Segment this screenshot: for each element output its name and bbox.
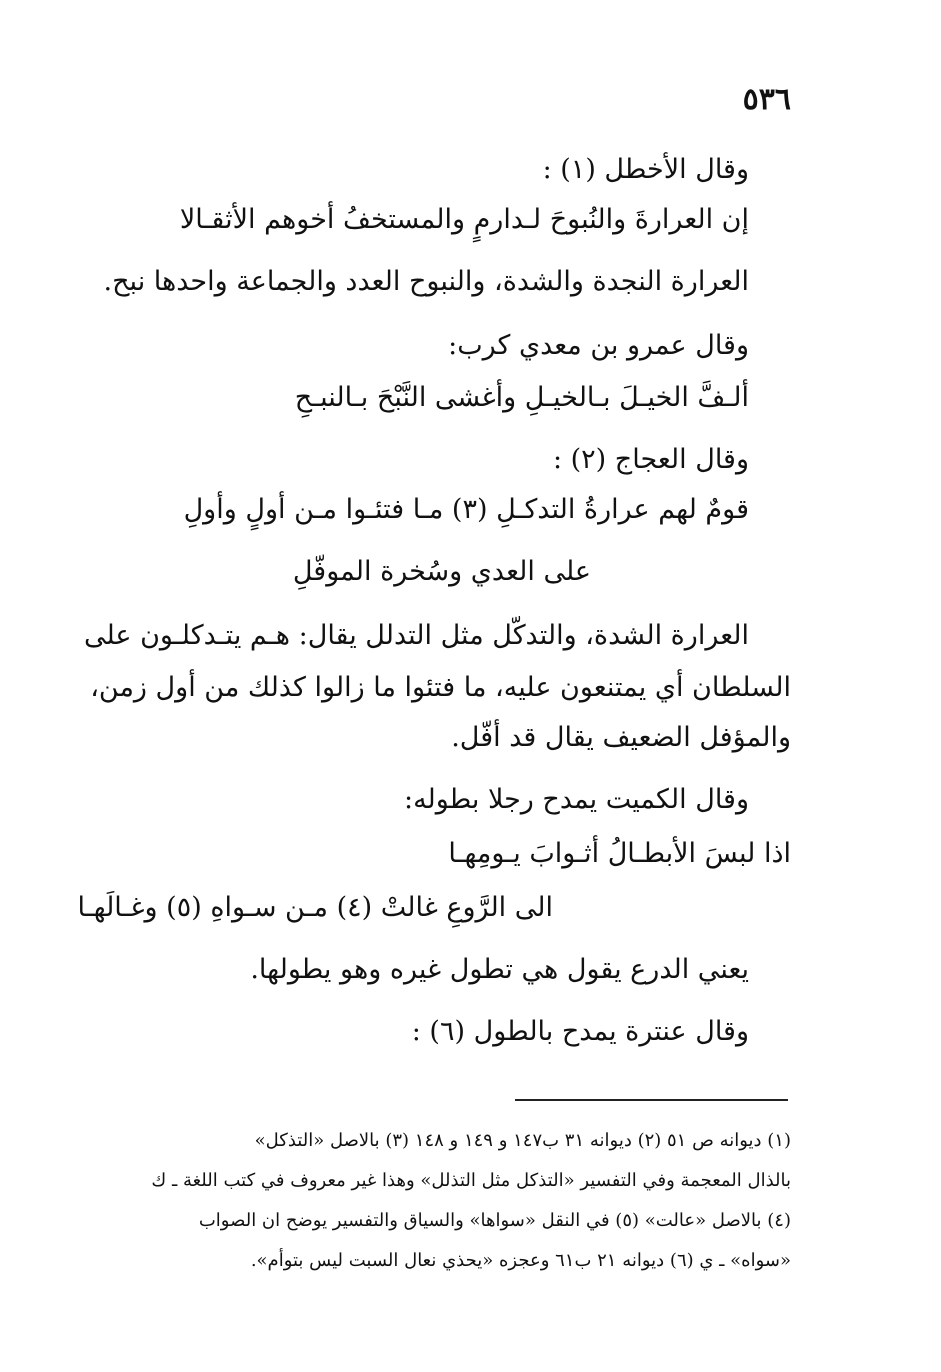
text-line-1: وقال الأخطل (١) : [542, 154, 749, 185]
footnote-line-2: بالذال المعجمة وفي التفسير «التذكل مثل التذلل» وهذا غير معروف في كتب اللغة ـ ك [151, 1170, 791, 1191]
verse-line-5: اذا لبسَ الأبطـالُ أثـوابَ يـومِهـا [448, 838, 791, 869]
verse-line-6: الى الرَّوعِ غالتْ (٤) مـن سـواهِ (٥) وغـالَهـا [77, 892, 553, 923]
footnote-line-3: (٤) بالاصل «عالت» (٥) في النقل «سواها» والسياق والتفسير يوضح ان الصواب [198, 1210, 791, 1231]
footnote-separator [515, 1099, 788, 1101]
text-line-6: السلطان أي يمتنعون عليه، ما فتئوا ما زالوا كذلك من أول زمن، [90, 672, 791, 703]
text-line-2: العرارة النجدة والشدة، والنبوح العدد والجماعة واحدها نبح. [103, 266, 749, 297]
text-line-7: والمؤفل الضعيف يقال قد أفّل. [451, 722, 791, 753]
footnote-line-1: (١) ديوانه ص ٥١ (٢) ديوانه ٣١ ب١٤٧ و ١٤٩ و ١٤٨ (٣) بالاصل «التذكل» [254, 1130, 791, 1151]
text-line-4: وقال العجاج (٢) : [552, 444, 749, 475]
text-line-8: وقال الكميت يمدح رجلا بطوله: [403, 784, 749, 815]
verse-line-4: على العدي وسُخرة الموفّلِ [292, 556, 591, 587]
verse-line-2: ألـفَّ الخيـلَ بـالخيـلِ وأغشى النَّبْحَ بـالنبـحِ [294, 382, 749, 413]
text-line-9: يعني الدرع يقول هي تطول غيره وهو يطولها. [250, 954, 749, 985]
verse-line-3: قومٌ لهم عرارةُ التدكـلِ (٣) مـا فتئـوا مـن أولٍ وأولِ [183, 494, 749, 525]
text-line-5: العرارة الشدة، والتدكّل مثل التدلل يقال: هـم يتـدكلـون على [83, 620, 749, 651]
page-number: ٥٣٦ [742, 82, 791, 117]
verse-line-1: إن العرارةَ والنُبوحَ لـدارمٍ والمستخفُ أخوهم الأثقـالا [179, 204, 749, 235]
text-line-3: وقال عمرو بن معدي كرب: [448, 330, 749, 361]
text-line-10: وقال عنترة يمدح بالطول (٦) : [411, 1016, 749, 1047]
footnote-line-4: «سواه» ـ ي (٦) ديوانه ٢١ ب٦١ وعجزه «يحذي نعال السبت ليس بتوأم». [250, 1250, 791, 1271]
